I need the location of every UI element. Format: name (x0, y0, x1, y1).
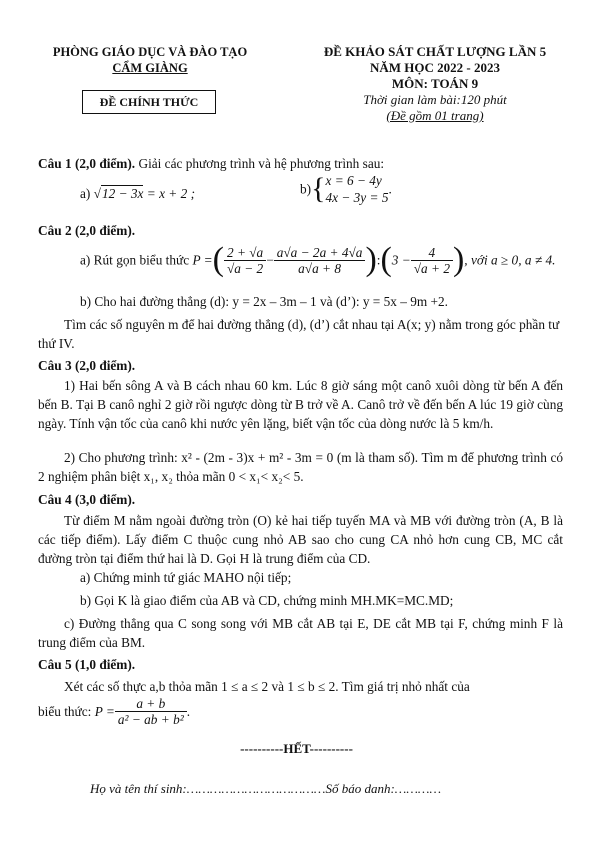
q5-denominator: a² − ab + b² (117, 712, 184, 727)
school-year: NĂM HỌC 2022 - 2023 (370, 60, 500, 75)
q3-title (38, 356, 135, 375)
time-limit: Thời gian làm bài:120 phút (363, 92, 507, 107)
q5-expression: biểu thức: P = $\frac{a + b}{\text{a² − ab + b²}}$ . (38, 696, 191, 727)
header-right (290, 44, 580, 124)
q2-a-intro: a) Rút gọn biểu thức (80, 252, 190, 268)
q1-b-eq2: 4x − 3y = 5 (325, 190, 389, 205)
q2-title-text: Câu 2 (2,0 điểm). (38, 223, 136, 238)
q5-title (38, 655, 135, 674)
q3-title-text: Câu 3 (2,0 điểm). (38, 358, 136, 373)
q5-title-text: Câu 5 (1,0 điểm). (38, 657, 136, 672)
q4-title-text: Câu 4 (3,0 điểm). (38, 492, 136, 507)
q4-intro: Từ điểm M nằm ngoài đường tròn (O) kẻ hai tiếp tuyến MA và MB với đường tròn (A, B là các tiếp điểm). Lấy điểm C thuộc cung nhỏ AB sao cho cung CA nhỏ hơn cung CB, MC cắt đường tròn tại điểm thứ hai là D. Gọi H là trung điểm của CD. (38, 513, 563, 566)
header-left (30, 44, 270, 76)
q1-a-radicand: 12 − 3x (101, 186, 144, 201)
q4-part-c: c) Đường thẳng qua C song song với MB cắt AB tại E, DE cắt MB tại F, chứng minh F là trung điểm của BM. (38, 616, 563, 650)
department-name: PHÒNG GIÁO DỤC VÀ ĐÀO TẠO (52, 45, 248, 59)
q1-part-b: b){ x = 6 − 4y 4x − 3y = 5 . (300, 172, 392, 205)
candidate-info-line: Họ và tên thí sinh:………………………………Số báo danh:………… (90, 781, 442, 796)
official-stamp: ĐỀ CHÍNH THỨC (82, 90, 216, 114)
exam-title: ĐỀ KHẢO SÁT CHẤT LƯỢNG LẦN 5 (323, 44, 547, 59)
q3-part-1: 1) Hai bến sông A và B cách nhau 60 km. Lúc 8 giờ sáng một canô xuôi dòng từ bến A đến bến B. Tại B canô nghỉ 2 giờ rồi ngược dòng từ B trở về A. Canô trở về đến bến A lúc 19 giờ cùng ngày. Tính vận tốc của canô khi nước yên lặng, biết vận tốc của dòng nước là 5 km/h. (38, 378, 563, 431)
q4-part-b: b) Gọi K là giao điểm của AB và CD, chứng minh MH.MK=MC.MD; (80, 593, 454, 608)
q1-b-label: b) (300, 181, 312, 197)
q3-part-2: 2) Cho phương trình: x² - (2m - 3)x + m² - 3m = 0 (m là tham số). Tìm m để phương trình có 2 nghiệm phân biệt x₁, x₂ thỏa mãn 0 < x₁< x₂< 5. (38, 450, 563, 484)
q2-part-a: a) Rút gọn biểu thức P =( $\frac{2 + √a}{√a - 2}$ − $\frac{a√a - 2a + 4√a}{a√a + 8}$ ):(3 − $\frac{4}{√a + 2}$ ), với a ≥ 0, a ≠ 4. (80, 241, 556, 278)
question-1 (38, 154, 563, 173)
q4-title (38, 490, 135, 509)
q1-part-a: a) √12 − 3x = x + 2 ; (80, 186, 195, 201)
q2-a-condition: , với a ≥ 0, a ≠ 4. (464, 252, 556, 268)
q2-part-b: b) Cho hai đường thẳng (d): y = 2x – 3m – 1 và (d’): y = 5x – 9m +2. (80, 294, 449, 309)
q1-intro: Giải các phương trình và hệ phương trình sau: (138, 156, 385, 171)
end-marker: ----------HẾT---------- (240, 741, 353, 756)
page-count: (Đề gồm 01 trang) (386, 108, 484, 123)
district-name: CẨM GIÀNG (112, 61, 188, 75)
q5-expression-label: biểu thức: (38, 704, 92, 719)
q1-title: Câu 1 (2,0 điểm). (38, 156, 136, 171)
q2-part-b-task: Tìm các số nguyên m để hai đường thẳng (d), (d’) cắt nhau tại A(x; y) nằm trong góc phần tư thứ IV. (38, 317, 560, 351)
q5-statement: Xét các số thực a,b thỏa mãn 1 ≤ a ≤ 2 và 1 ≤ b ≤ 2. Tìm giá trị nhỏ nhất của (64, 679, 470, 694)
q1-a-label: a) (80, 186, 91, 201)
q4-part-a: a) Chứng minh tứ giác MAHO nội tiếp; (80, 570, 292, 585)
q5-numerator: a + b (115, 696, 187, 712)
q1-a-rhs: = x + 2 ; (143, 186, 195, 201)
subject: MÔN: TOÁN 9 (391, 76, 479, 91)
q2-title (38, 221, 135, 240)
q1-b-eq1: x = 6 − 4y (325, 173, 382, 188)
